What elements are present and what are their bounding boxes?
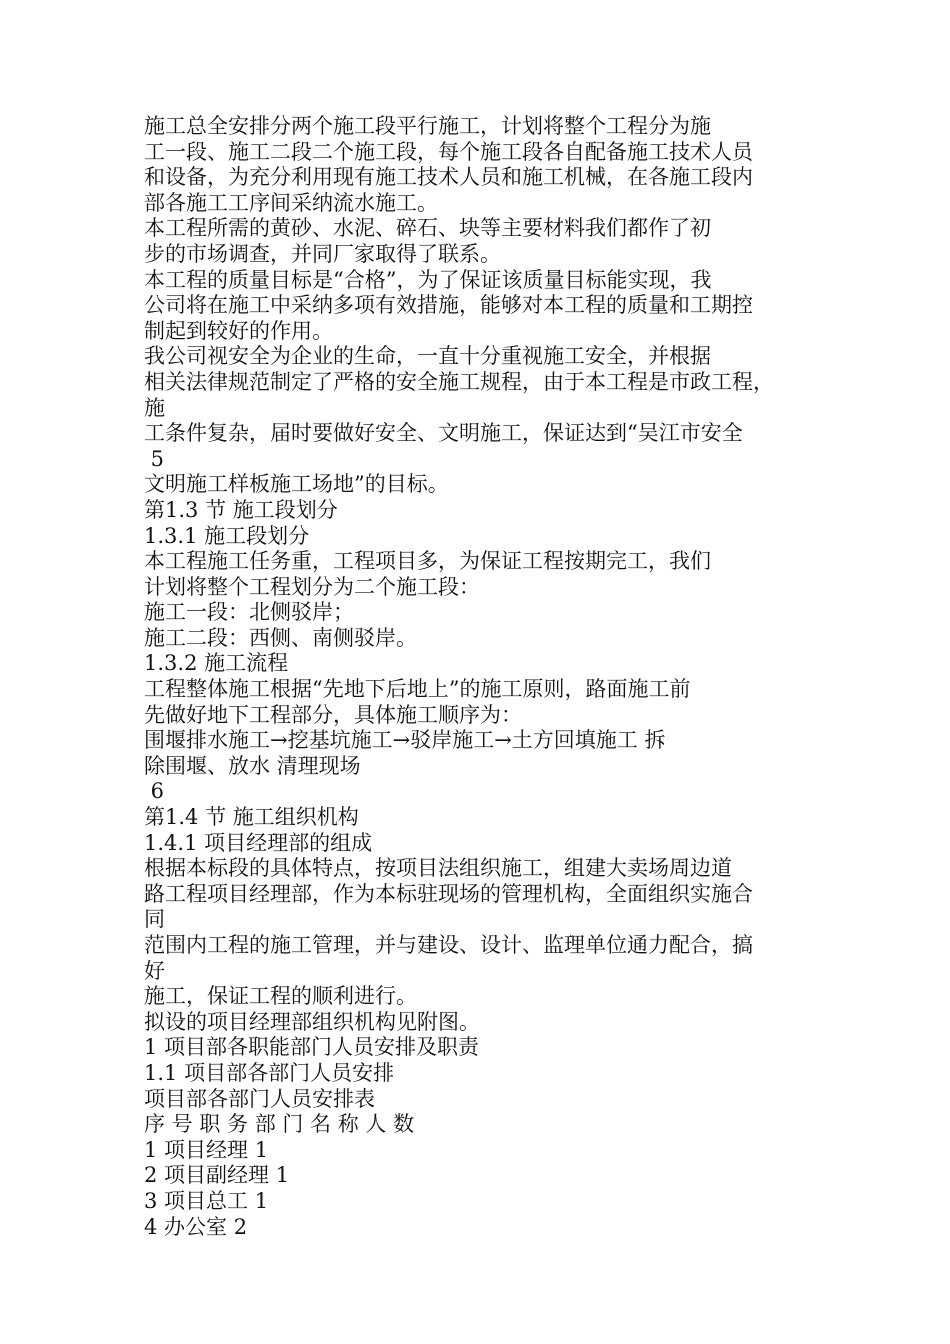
text-line: 除围堰、放水 清理现场 [144, 753, 361, 778]
text-line: 3 项目总工 1 [144, 1188, 269, 1213]
text-line: 本工程的质量目标是“合格”，为了保证该质量目标能实现，我 [144, 267, 712, 292]
text-line: 序 号 职 务 部 门 名 称 人 数 [144, 1112, 415, 1137]
text-line: 1.4.1 项目经理部的组成 [144, 830, 373, 855]
text-line: 拟设的项目经理部组织机构见附图。 [144, 1009, 480, 1034]
text-line: 1.3.1 施工段划分 [144, 523, 310, 548]
text-line: 范围内工程的施工管理，并与建设、设计、监理单位通力配合，搞 [144, 933, 753, 957]
text-line: 好 [144, 958, 165, 983]
text-line: 1.3.2 施工流程 [144, 651, 289, 676]
text-line: 1.1 项目部各部门人员安排 [144, 1060, 395, 1085]
text-line: 和设备，为充分利用现有施工技术人员和施工机械，在各施工段内 [144, 165, 753, 190]
text-line: 计划将整个工程划分为二个施工段： [144, 574, 480, 599]
text-line: 文明施工样板施工场地”的目标。 [144, 472, 449, 497]
text-line: 施工，保证工程的顺利进行。 [144, 984, 417, 1009]
text-line: 4 办公室 2 [144, 1214, 248, 1239]
document-body [144, 114, 824, 1240]
text-line: 围堰排水施工→挖基坑施工→驳岸施工→土方回填施工 拆 [144, 728, 666, 753]
text-line: 1 项目经理 1 [144, 1137, 269, 1162]
text-line: 工一段、施工二段二个施工段，每个施工段各自配备施工技术人员 [144, 139, 753, 164]
text-line: 施工总全安排分两个施工段平行施工，计划将整个工程分为施 [144, 114, 711, 138]
text-line: 本工程施工任务重，工程项目多，为保证工程按期完工，我们 [144, 549, 711, 574]
text-line: 路工程项目经理部，作为本标驻现场的管理机构，全面组织实施合 [144, 881, 753, 906]
text-line: 施 [144, 395, 165, 420]
text-line: 2 项目副经理 1 [144, 1163, 290, 1188]
text-line: 相关法律规范制定了严格的安全施工规程，由于本工程是市政工程， [144, 369, 774, 394]
text-line: 项目部各部门人员安排表 [144, 1086, 375, 1111]
text-line: 6 [144, 779, 165, 804]
text-line: 部各施工工序间采纳流水施工。 [144, 190, 438, 215]
text-line: 施工一段：北侧驳岸； [144, 600, 354, 625]
text-line: 本工程所需的黄砂、水泥、碎石、块等主要材料我们都作了初 [144, 216, 711, 241]
text-line: 1 项目部各职能部门人员安排及职责 [144, 1035, 480, 1060]
text-line: 步的市场调查，并同厂家取得了联系。 [144, 241, 501, 266]
text-line: 工程整体施工根据“先地下后地上”的施工原则，路面施工前 [144, 677, 691, 702]
text-line: 先做好地下工程部分，具体施工顺序为： [144, 702, 522, 727]
text-line: 第1.4 节 施工组织机构 [144, 805, 359, 830]
text-line: 公司将在施工中采纳多项有效措施，能够对本工程的质量和工期控 [144, 293, 753, 318]
text-line: 第1.3 节 施工段划分 [144, 497, 338, 522]
text-line: 根据本标段的具体特点，按项目法组织施工，组建大卖场周边道 [144, 856, 732, 881]
text-line: 我公司视安全为企业的生命，一直十分重视施工安全，并根据 [144, 344, 711, 369]
text-line: 制起到较好的作用。 [144, 318, 333, 343]
text-line: 同 [144, 907, 165, 932]
text-line: 5 [144, 446, 165, 471]
text-line: 工条件复杂，届时要做好安全、文明施工，保证达到“吴江市安全 [144, 421, 743, 446]
text-line: 施工二段：西侧、南侧驳岸。 [144, 625, 417, 650]
